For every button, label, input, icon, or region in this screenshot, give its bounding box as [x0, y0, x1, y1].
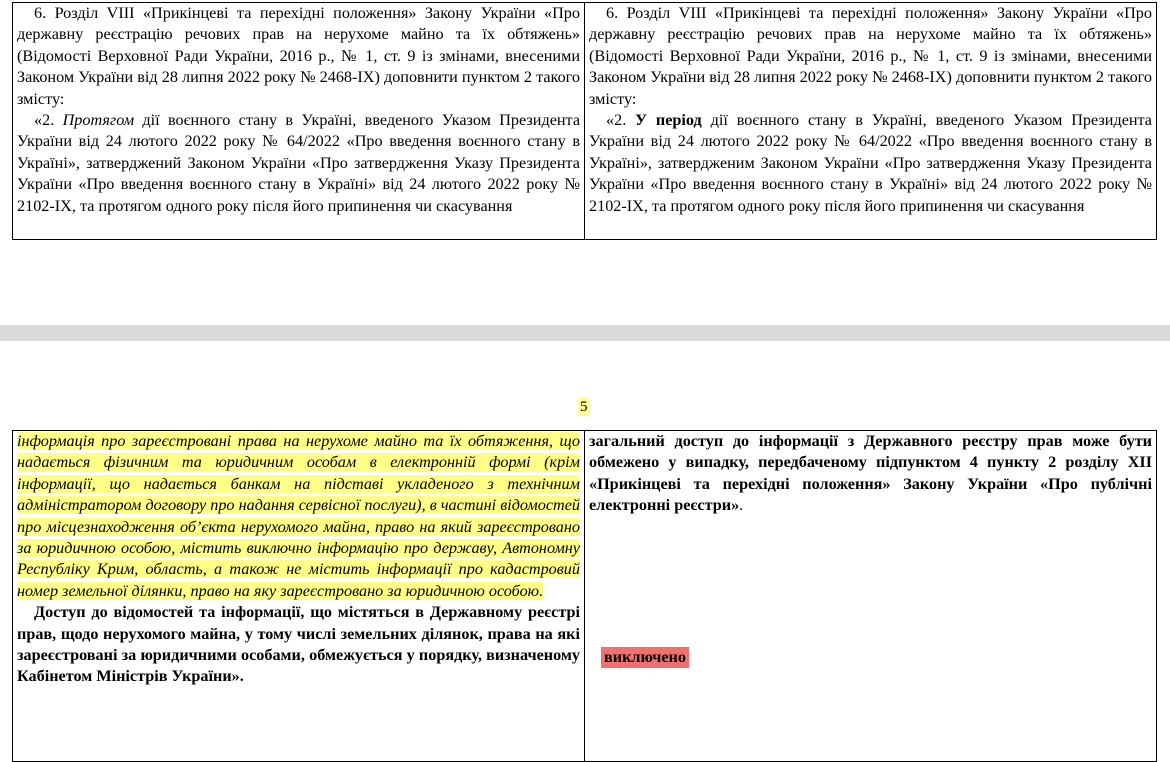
left-intro-paragraph: 6. Розділ VIII «Прикінцеві та перехідні положення» Закону України «Про державну реєстрацію речових прав на нерухоме майно та їх обтяжень» (Відомості Верховної Ради України, 2016 р., № 1, ст. 9 із змінами, внесеними Законом України від 28 липня 2022 року № 2468-IX) доповнити пунктом 2 такого змісту:	[17, 4, 580, 108]
comparison-table-bottom	[12, 430, 1157, 762]
right-column-cell	[585, 3, 1157, 240]
right-intro-paragraph: 6. Розділ VIII «Прикінцеві та перехідні положення» Закону України «Про державну реєстрацію речових прав на нерухоме майно та їх обтяжень» (Відомості Верховної Ради України, 2016 р., № 1, ст. 9 із змінами, внесеними Законом України від 28 липня 2022 року № 2468-IX) доповнити пунктом 2 такого змісту:	[589, 4, 1152, 108]
right-column-cell	[585, 431, 1157, 762]
right-emphasis-term: У період	[635, 111, 702, 130]
right-item-2-paragraph: «2. У період дії воєнного стану в Україні, введеного Указом Президента України від 24 лютого 2022 року № 64/2022 «Про введення воєнного стану в Україні», затвердженим Законом України «Про затвердження Указу Президента України «Про введення воєнного стану в Україні» від 24 лютого 2022 року № 2102-IX, та протягом одного року після його припинення чи скасування	[589, 111, 1152, 215]
access-restriction-paragraph: Доступ до відомостей та інформації, що містяться в Державному реєстрі прав, щодо нерухомого майна, у тому числі земельних ділянок, права на які зареєстровані за юридичними особами, обмежується у порядку, визначеному Кабінетом Міністрів України».	[17, 603, 580, 686]
comparison-table-top	[12, 2, 1157, 240]
page-number: 5	[580, 399, 588, 415]
left-emphasis-term: Протягом	[62, 111, 135, 130]
left-item-2-paragraph: «2. Протягом дії воєнного стану в Україні, введеного Указом Президента України від 24 лютого 2022 року № 64/2022 «Про введення воєнного стану в Україні», затверджений Законом України «Про затвердження Указу Президента України «Про введення воєнного стану в Україні» від 24 лютого 2022 року № 2102-IX, та протягом одного року після його припинення чи скасування	[17, 111, 580, 215]
highlighted-text: інформація про зареєстровані права на нерухоме майно та їх обтяження, що надається фізичним та юридичним особам в електронній формі (крім інформації, що надається банкам на підставі укладеного з технічним адміністратором договору про надання сервісної послуги), в частині відомостей про місцезнаходження об’єкта нерухомого майна, право на який зареєстровано за юридичною особою, містить виключно інформацію про державу, Автономну Республіку Крим, область, а також не містить інформації про кадастровий номер земельної ділянки, право на яку зареєстровано за юридичною особою.	[17, 432, 580, 600]
left-column-cell	[13, 3, 585, 240]
left-column-cell	[13, 431, 585, 762]
highlighted-paragraph	[17, 431, 580, 602]
document-page-top	[0, 0, 1170, 325]
right-general-access-paragraph: загальний доступ до інформації з Державного реєстру прав може бути обмежено у випадку, передбаченому підпунктом 4 пункту 2 розділу XII «Прикінцеві та перехідні положення» Закону України «Про публічні електронні реєстри».	[589, 432, 1152, 515]
excluded-label: виключено	[601, 647, 689, 668]
page-separator	[0, 325, 1170, 341]
